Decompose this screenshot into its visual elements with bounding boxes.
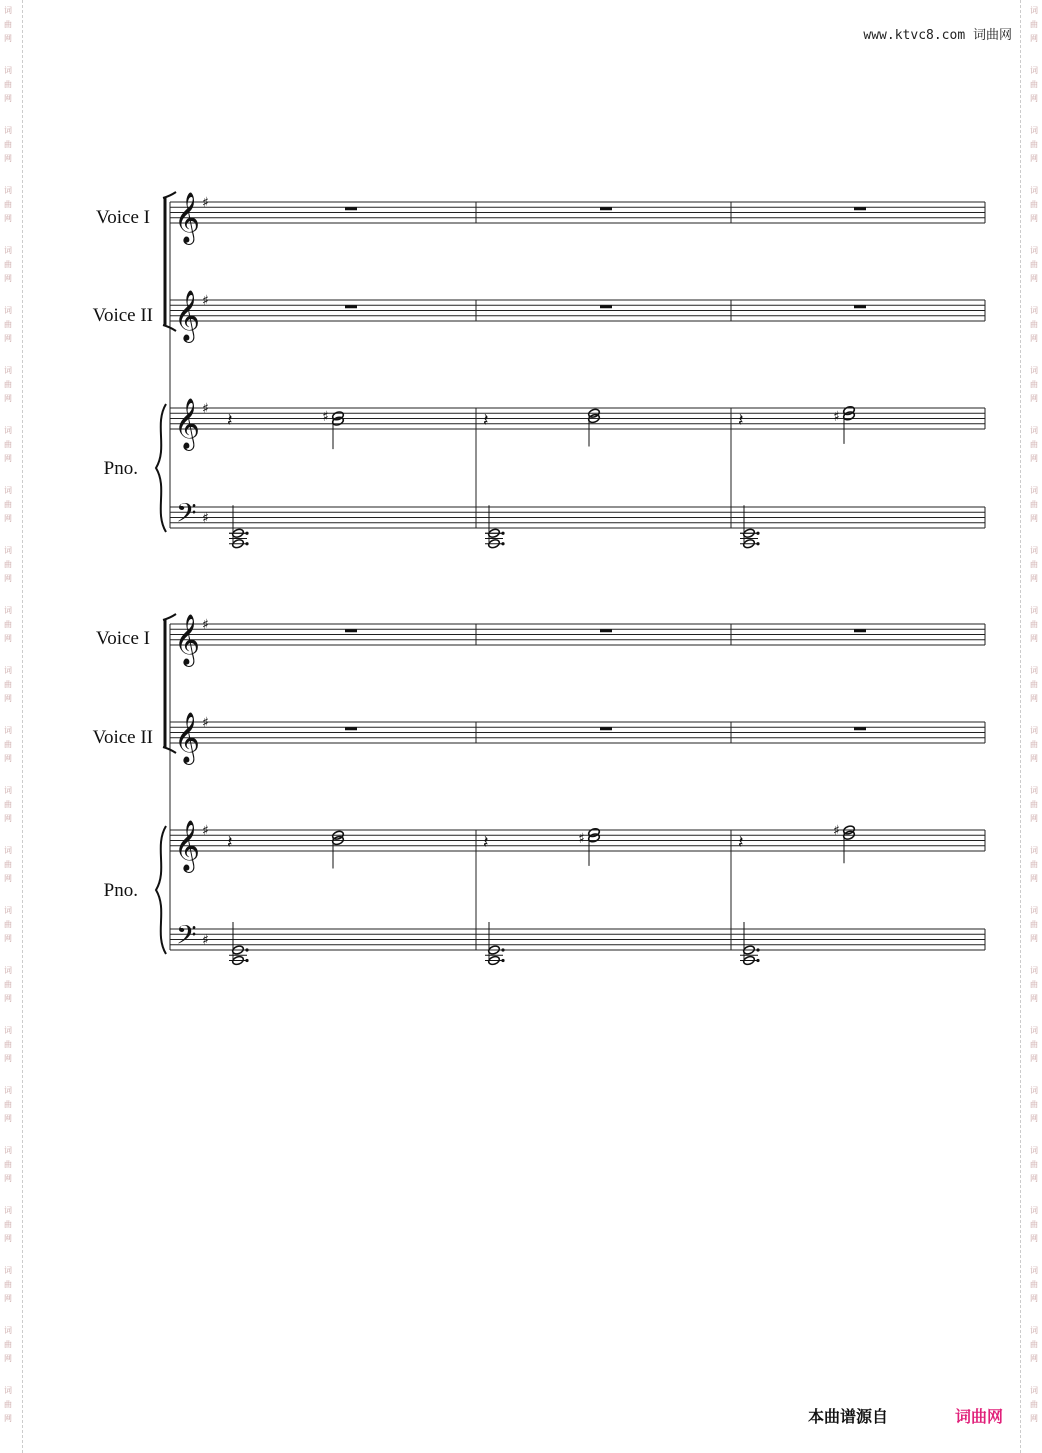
- watermark-char: 网: [4, 1354, 12, 1363]
- watermark-char: 词: [1030, 1386, 1038, 1395]
- watermark-char: 曲: [4, 1280, 12, 1289]
- watermark-char: 曲: [4, 1220, 12, 1229]
- watermark-char: 网: [4, 334, 12, 343]
- watermark-char: 词: [4, 246, 12, 255]
- watermark-char: 曲: [1030, 560, 1038, 569]
- treble-clef-icon: 𝄞: [174, 192, 201, 243]
- whole-rest-icon: [854, 305, 866, 308]
- watermark-char: 曲: [1030, 920, 1038, 929]
- watermark-char: 网: [1030, 814, 1038, 823]
- watermark-char: 曲: [1030, 200, 1038, 209]
- bass-clef-icon: 𝄢: [176, 496, 197, 535]
- watermark-char: 词: [4, 66, 12, 75]
- augmentation-dot: [756, 948, 759, 951]
- watermark-char: 词: [4, 306, 12, 315]
- system-2-voice-2-label: Voice II: [92, 727, 153, 748]
- watermark-char: 词: [1030, 1206, 1038, 1215]
- watermark-char: 词: [1030, 906, 1038, 915]
- watermark-char: 词: [1030, 786, 1038, 795]
- sharp-icon: ♯: [202, 715, 209, 731]
- watermark-char: 词: [1030, 426, 1038, 435]
- watermark-char: 网: [4, 634, 12, 643]
- whole-rest-icon: [345, 305, 357, 308]
- watermark-char: 曲: [1030, 320, 1038, 329]
- augmentation-dot: [245, 948, 248, 951]
- watermark-char: 网: [4, 154, 12, 163]
- watermark-char: 网: [1030, 934, 1038, 943]
- watermark-char: 词: [4, 1326, 12, 1335]
- watermark-char: 词: [1030, 366, 1038, 375]
- whole-rest-icon: [345, 727, 357, 730]
- watermark-char: 词: [1030, 1146, 1038, 1155]
- watermark-char: 词: [4, 426, 12, 435]
- footer-brand-link[interactable]: 词曲网: [955, 1407, 1004, 1426]
- watermark-char: 词: [4, 666, 12, 675]
- watermark-char: 词: [4, 6, 12, 15]
- watermark-char: 词: [4, 606, 12, 615]
- watermark-char: 网: [1030, 34, 1038, 43]
- watermark-char: 曲: [1030, 20, 1038, 29]
- whole-rest-icon: [345, 207, 357, 210]
- watermark-char: 网: [4, 514, 12, 523]
- watermark-char: 词: [4, 1146, 12, 1155]
- whole-rest-icon: [854, 629, 866, 632]
- watermark-char: 曲: [4, 980, 12, 989]
- watermark-char: 网: [4, 34, 12, 43]
- watermark-char: 曲: [4, 380, 12, 389]
- watermark-char: 词: [4, 1386, 12, 1395]
- watermark-char: 网: [1030, 1114, 1038, 1123]
- whole-rest-icon: [854, 207, 866, 210]
- watermark-char: 网: [4, 214, 12, 223]
- watermark-char: 曲: [4, 800, 12, 809]
- watermark-char: 网: [4, 1294, 12, 1303]
- watermark-char: 词: [1030, 726, 1038, 735]
- sharp-icon: ♯: [202, 293, 209, 309]
- watermark-char: 网: [4, 934, 12, 943]
- system-2-voice-1-label: Voice I: [96, 628, 150, 649]
- treble-clef-icon: 𝄞: [174, 398, 201, 449]
- note-sharp-icon: ♯: [833, 408, 840, 425]
- augmentation-dot: [501, 948, 504, 951]
- sharp-icon: ♯: [202, 617, 209, 633]
- system-1-voice-1-label: Voice I: [96, 207, 150, 228]
- system-2-piano-label: Pno.: [103, 880, 138, 901]
- watermark-char: 词: [1030, 846, 1038, 855]
- watermark-char: 词: [1030, 966, 1038, 975]
- watermark-char: 词: [1030, 1266, 1038, 1275]
- watermark-char: 曲: [1030, 620, 1038, 629]
- sharp-icon: ♯: [202, 510, 209, 527]
- watermark-char: 曲: [1030, 260, 1038, 269]
- watermark-char: 词: [4, 486, 12, 495]
- watermark-char: 网: [4, 694, 12, 703]
- watermark-char: 词: [4, 1086, 12, 1095]
- watermark-char: 网: [1030, 514, 1038, 523]
- watermark-char: 网: [4, 874, 12, 883]
- watermark-char: 词: [1030, 606, 1038, 615]
- watermark-char: 词: [1030, 1086, 1038, 1095]
- note-sharp-icon: ♯: [322, 408, 329, 425]
- watermark-char: 曲: [1030, 500, 1038, 509]
- watermark-char: 词: [1030, 66, 1038, 75]
- watermark-char: 网: [4, 394, 12, 403]
- watermark-char: 网: [1030, 394, 1038, 403]
- watermark-char: 网: [1030, 154, 1038, 163]
- watermark-char: 网: [1030, 454, 1038, 463]
- whole-rest-icon: [600, 305, 612, 308]
- watermark-char: 网: [1030, 334, 1038, 343]
- watermark-char: 曲: [4, 260, 12, 269]
- watermark-char: 曲: [1030, 980, 1038, 989]
- quarter-rest-icon: 𝄽: [483, 831, 489, 853]
- watermark-char: 网: [1030, 994, 1038, 1003]
- watermark-char: 词: [4, 126, 12, 135]
- watermark-char: 网: [4, 94, 12, 103]
- watermark-char: 词: [4, 1266, 12, 1275]
- watermark-char: 曲: [4, 440, 12, 449]
- quarter-rest-icon: 𝄽: [227, 409, 233, 431]
- watermark-char: 网: [4, 1114, 12, 1123]
- watermark-char: 曲: [4, 740, 12, 749]
- watermark-char: 词: [4, 186, 12, 195]
- treble-clef-icon: 𝄞: [174, 290, 201, 341]
- treble-clef-icon: 𝄞: [174, 820, 201, 871]
- watermark-char: 曲: [4, 20, 12, 29]
- watermark-char: 网: [1030, 754, 1038, 763]
- watermark-char: 曲: [1030, 440, 1038, 449]
- watermark-char: 曲: [4, 860, 12, 869]
- watermark-char: 网: [1030, 1354, 1038, 1363]
- watermark-char: 网: [1030, 1174, 1038, 1183]
- site-name: 词曲网: [972, 28, 1012, 43]
- watermark-char: 词: [4, 366, 12, 375]
- watermark-char: 词: [4, 846, 12, 855]
- watermark-char: 网: [1030, 1414, 1038, 1423]
- watermark-char: 网: [1030, 694, 1038, 703]
- watermark-char: 曲: [1030, 1340, 1038, 1349]
- watermark-char: 网: [1030, 1234, 1038, 1243]
- sharp-icon: ♯: [202, 823, 209, 839]
- sharp-icon: ♯: [202, 195, 209, 211]
- quarter-rest-icon: 𝄽: [227, 831, 233, 853]
- watermark-char: 词: [1030, 1026, 1038, 1035]
- watermark-char: 网: [4, 994, 12, 1003]
- watermark-char: 曲: [1030, 1040, 1038, 1049]
- watermark-char: 词: [1030, 186, 1038, 195]
- watermark-char: 曲: [4, 1160, 12, 1169]
- watermark-char: 词: [4, 966, 12, 975]
- watermark-char: 词: [1030, 306, 1038, 315]
- watermark-char: 网: [4, 1174, 12, 1183]
- watermark-char: 曲: [1030, 740, 1038, 749]
- watermark-char: 曲: [4, 560, 12, 569]
- quarter-rest-icon: 𝄽: [483, 409, 489, 431]
- watermark-char: 网: [1030, 274, 1038, 283]
- watermark-char: 曲: [1030, 1100, 1038, 1109]
- watermark-char: 词: [1030, 546, 1038, 555]
- watermark-char: 网: [1030, 94, 1038, 103]
- watermark-char: 曲: [4, 320, 12, 329]
- watermark-char: 网: [4, 454, 12, 463]
- whole-rest-icon: [600, 727, 612, 730]
- watermark-char: 曲: [4, 680, 12, 689]
- watermark-char: 网: [1030, 574, 1038, 583]
- watermark-char: 曲: [4, 920, 12, 929]
- watermark-char: 网: [4, 1054, 12, 1063]
- watermark-char: 曲: [4, 1340, 12, 1349]
- watermark-char: 网: [1030, 214, 1038, 223]
- watermark-char: 曲: [1030, 1280, 1038, 1289]
- piano-brace: [156, 826, 166, 954]
- bass-clef-icon: 𝄢: [176, 918, 197, 957]
- watermark-char: 网: [4, 574, 12, 583]
- watermark-char: 网: [4, 814, 12, 823]
- watermark-char: 曲: [4, 200, 12, 209]
- whole-rest-icon: [345, 629, 357, 632]
- sharp-icon: ♯: [202, 932, 209, 949]
- watermark-char: 曲: [1030, 380, 1038, 389]
- watermark-char: 曲: [1030, 1220, 1038, 1229]
- quarter-rest-icon: 𝄽: [738, 831, 744, 853]
- watermark-char: 词: [1030, 1326, 1038, 1335]
- watermark-char: 词: [4, 726, 12, 735]
- system-1-piano-label: Pno.: [103, 458, 138, 479]
- watermark-char: 网: [4, 274, 12, 283]
- watermark-char: 曲: [4, 80, 12, 89]
- watermark-char: 词: [4, 786, 12, 795]
- whole-rest-icon: [600, 629, 612, 632]
- watermark-char: 网: [1030, 874, 1038, 883]
- treble-clef-icon: 𝄞: [174, 712, 201, 763]
- watermark-char: 词: [1030, 6, 1038, 15]
- watermark-char: 词: [1030, 246, 1038, 255]
- watermark-char: 网: [4, 1234, 12, 1243]
- watermark-char: 曲: [1030, 800, 1038, 809]
- watermark-char: 曲: [4, 620, 12, 629]
- watermark-char: 词: [4, 546, 12, 555]
- watermark-char: 曲: [1030, 80, 1038, 89]
- whole-rest-icon: [600, 207, 612, 210]
- piano-brace: [156, 404, 166, 532]
- watermark-char: 词: [4, 1206, 12, 1215]
- watermark-char: 词: [1030, 126, 1038, 135]
- watermark-char: 网: [4, 1414, 12, 1423]
- treble-clef-icon: 𝄞: [174, 614, 201, 665]
- watermark-char: 曲: [4, 500, 12, 509]
- sharp-icon: ♯: [202, 401, 209, 417]
- watermark-char: 网: [4, 754, 12, 763]
- quarter-rest-icon: 𝄽: [738, 409, 744, 431]
- watermark-char: 网: [1030, 1294, 1038, 1303]
- watermark-char: 网: [1030, 1054, 1038, 1063]
- watermark-char: 曲: [1030, 1400, 1038, 1409]
- watermark-char: 词: [1030, 666, 1038, 675]
- system-1-voice-2-label: Voice II: [92, 305, 153, 326]
- watermark-char: 网: [1030, 634, 1038, 643]
- note-sharp-icon: ♯: [578, 830, 585, 847]
- note-sharp-icon: ♯: [833, 823, 840, 839]
- footer-source-text: 本曲谱源自: [808, 1407, 889, 1426]
- watermark-char: 曲: [4, 140, 12, 149]
- watermark-char: 曲: [1030, 1160, 1038, 1169]
- watermark-char: 曲: [4, 1040, 12, 1049]
- watermark-char: 曲: [1030, 140, 1038, 149]
- whole-rest-icon: [854, 727, 866, 730]
- watermark-char: 曲: [1030, 860, 1038, 869]
- watermark-char: 曲: [1030, 680, 1038, 689]
- watermark-char: 词: [4, 1026, 12, 1035]
- watermark-char: 曲: [4, 1400, 12, 1409]
- watermark-char: 词: [1030, 486, 1038, 495]
- watermark-char: 曲: [4, 1100, 12, 1109]
- watermark-char: 词: [4, 906, 12, 915]
- site-url-text[interactable]: www.ktvc8.com: [863, 28, 966, 43]
